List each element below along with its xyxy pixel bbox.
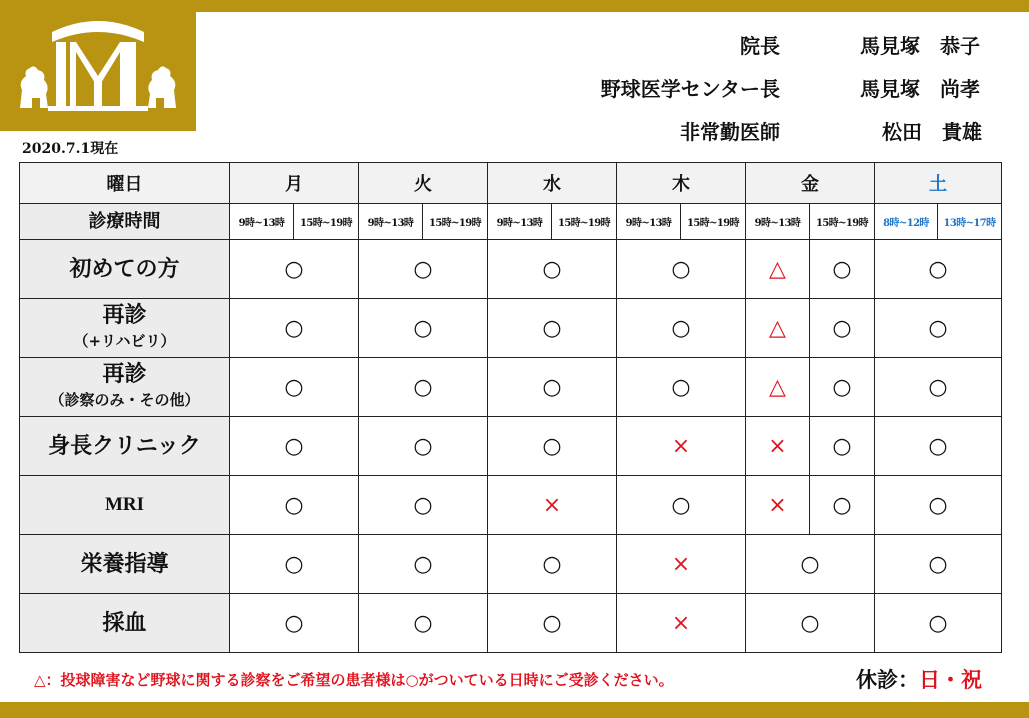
schedule-row bbox=[20, 358, 1002, 417]
availability-cell bbox=[488, 358, 617, 417]
staff-name: 馬見塚 尚孝 bbox=[860, 77, 980, 101]
row-label bbox=[20, 417, 230, 476]
header-time-row bbox=[20, 204, 1002, 240]
day-thu: 木 bbox=[617, 163, 746, 204]
footnote bbox=[34, 669, 674, 690]
availability-mark: ○ bbox=[832, 492, 852, 518]
availability-cell bbox=[230, 535, 359, 594]
footnote-text: ：投球障害など野球に関する診察をご希望の患者様は○がついている日時にご受診ください。 bbox=[45, 671, 674, 689]
row-label bbox=[20, 358, 230, 417]
availability-cell bbox=[875, 240, 1002, 299]
availability-cell bbox=[488, 535, 617, 594]
availability-cell bbox=[810, 417, 875, 476]
availability-mark: ○ bbox=[928, 433, 948, 459]
schedule-row bbox=[20, 476, 1002, 535]
availability-cell bbox=[746, 417, 810, 476]
day-sat: 土 bbox=[875, 163, 1002, 204]
closed-days-value: 日・祝 bbox=[919, 667, 982, 692]
row-label bbox=[20, 535, 230, 594]
availability-cell bbox=[746, 594, 875, 653]
time-slot: 15時~19時 bbox=[423, 204, 488, 240]
availability-mark: × bbox=[768, 492, 787, 518]
staff-title: 院長 bbox=[740, 34, 780, 58]
availability-mark: ○ bbox=[542, 610, 562, 636]
availability-mark: ○ bbox=[928, 492, 948, 518]
staff-row-center-head bbox=[560, 76, 1000, 102]
as-of-date: 2020.7.1現在 bbox=[22, 141, 119, 157]
availability-cell bbox=[617, 476, 746, 535]
header-time-label: 診療時間 bbox=[20, 204, 230, 240]
availability-cell bbox=[810, 358, 875, 417]
availability-mark: ○ bbox=[832, 374, 852, 400]
availability-mark: ○ bbox=[671, 315, 691, 341]
availability-cell bbox=[359, 358, 488, 417]
availability-cell bbox=[230, 240, 359, 299]
availability-mark: ○ bbox=[832, 433, 852, 459]
availability-cell bbox=[875, 299, 1002, 358]
row-label-text: 再診 bbox=[102, 302, 147, 328]
availability-mark: × bbox=[671, 610, 691, 636]
availability-mark: ○ bbox=[413, 315, 433, 341]
time-slot: 9時~13時 bbox=[230, 204, 294, 240]
time-slot: 15時~19時 bbox=[810, 204, 875, 240]
availability-cell bbox=[488, 299, 617, 358]
availability-mark: ○ bbox=[284, 551, 304, 577]
availability-mark: ○ bbox=[542, 315, 562, 341]
availability-mark: ○ bbox=[832, 315, 852, 341]
availability-cell bbox=[875, 417, 1002, 476]
availability-cell bbox=[810, 476, 875, 535]
staff-row-parttime bbox=[560, 119, 1000, 145]
time-slot: 15時~19時 bbox=[552, 204, 617, 240]
availability-mark: ○ bbox=[542, 551, 562, 577]
availability-cell bbox=[488, 417, 617, 476]
availability-cell bbox=[875, 476, 1002, 535]
availability-mark: ○ bbox=[928, 315, 948, 341]
availability-cell bbox=[810, 240, 875, 299]
availability-mark: △ bbox=[769, 315, 786, 341]
row-label bbox=[20, 594, 230, 653]
availability-cell bbox=[617, 240, 746, 299]
availability-mark: ○ bbox=[542, 374, 562, 400]
availability-mark: ○ bbox=[928, 374, 948, 400]
availability-mark: ○ bbox=[284, 433, 304, 459]
staff-row-director bbox=[560, 33, 1000, 59]
clinic-monogram-logo-icon bbox=[0, 12, 196, 131]
availability-cell bbox=[746, 535, 875, 594]
time-slot-sat: 13時~17時 bbox=[938, 204, 1002, 240]
availability-cell bbox=[746, 240, 810, 299]
schedule-row bbox=[20, 594, 1002, 653]
time-slot: 9時~13時 bbox=[488, 204, 552, 240]
availability-cell bbox=[230, 476, 359, 535]
availability-cell bbox=[875, 594, 1002, 653]
time-slot: 9時~13時 bbox=[746, 204, 810, 240]
row-label-text: 身長クリニック bbox=[48, 433, 201, 459]
availability-mark: ○ bbox=[284, 256, 304, 282]
time-slot-sat: 8時~12時 bbox=[875, 204, 938, 240]
availability-cell bbox=[617, 417, 746, 476]
closed-days bbox=[856, 664, 982, 694]
row-label bbox=[20, 240, 230, 299]
availability-cell bbox=[746, 476, 810, 535]
time-slot: 15時~19時 bbox=[681, 204, 746, 240]
row-label bbox=[20, 299, 230, 358]
availability-cell bbox=[230, 594, 359, 653]
time-slot: 9時~13時 bbox=[617, 204, 681, 240]
row-label-text: 採血 bbox=[102, 610, 147, 636]
availability-cell bbox=[810, 299, 875, 358]
availability-mark: ○ bbox=[928, 256, 948, 282]
availability-mark: ○ bbox=[413, 433, 433, 459]
availability-cell bbox=[746, 299, 810, 358]
availability-mark: ○ bbox=[671, 256, 691, 282]
time-slot: 9時~13時 bbox=[359, 204, 423, 240]
availability-mark: × bbox=[542, 492, 562, 518]
day-tue: 火 bbox=[359, 163, 488, 204]
availability-mark: ○ bbox=[413, 492, 433, 518]
availability-cell bbox=[746, 358, 810, 417]
availability-mark: ○ bbox=[413, 610, 433, 636]
availability-mark: ○ bbox=[800, 610, 820, 636]
availability-mark: ○ bbox=[413, 374, 433, 400]
availability-cell bbox=[488, 476, 617, 535]
availability-cell bbox=[617, 358, 746, 417]
availability-cell bbox=[230, 358, 359, 417]
availability-cell bbox=[359, 476, 488, 535]
day-mon: 月 bbox=[230, 163, 359, 204]
availability-mark: △ bbox=[769, 256, 786, 282]
availability-mark: × bbox=[671, 551, 691, 577]
staff-title: 非常勤医師 bbox=[680, 120, 780, 144]
row-label-text: 栄養指導 bbox=[80, 551, 169, 577]
closed-label: 休診： bbox=[856, 667, 919, 692]
availability-mark: ○ bbox=[413, 551, 433, 577]
row-label-text: MRI bbox=[104, 494, 145, 515]
staff-name: 馬見塚 恭子 bbox=[860, 34, 980, 58]
schedule-row bbox=[20, 240, 1002, 299]
availability-cell bbox=[617, 299, 746, 358]
row-label-text: 初めての方 bbox=[69, 256, 180, 282]
row-label-text: 再診 bbox=[102, 361, 147, 387]
availability-cell bbox=[488, 240, 617, 299]
staff-title: 野球医学センター長 bbox=[600, 77, 780, 101]
bottom-gold-bar bbox=[0, 702, 1029, 718]
schedule-row bbox=[20, 299, 1002, 358]
availability-mark: ○ bbox=[671, 374, 691, 400]
row-label-sub: （+リハビリ） bbox=[73, 332, 176, 350]
availability-mark: ○ bbox=[284, 315, 304, 341]
time-slot: 15時~19時 bbox=[294, 204, 359, 240]
availability-cell bbox=[875, 358, 1002, 417]
availability-cell bbox=[359, 299, 488, 358]
day-fri: 金 bbox=[746, 163, 875, 204]
availability-mark: ○ bbox=[800, 551, 820, 577]
header-day-label: 曜日 bbox=[20, 163, 230, 204]
schedule-row bbox=[20, 417, 1002, 476]
header-day-row bbox=[20, 163, 1002, 204]
availability-mark: ○ bbox=[284, 610, 304, 636]
availability-mark: ○ bbox=[284, 374, 304, 400]
availability-mark: ○ bbox=[542, 433, 562, 459]
availability-mark: ○ bbox=[542, 256, 562, 282]
day-wed: 水 bbox=[488, 163, 617, 204]
availability-mark: △ bbox=[769, 374, 786, 400]
availability-cell bbox=[617, 594, 746, 653]
availability-mark: × bbox=[671, 433, 691, 459]
availability-mark: × bbox=[768, 433, 787, 459]
row-label-sub: （診察のみ・その他） bbox=[49, 391, 200, 409]
row-label bbox=[20, 476, 230, 535]
availability-cell bbox=[359, 535, 488, 594]
availability-cell bbox=[359, 594, 488, 653]
availability-mark: ○ bbox=[928, 551, 948, 577]
availability-mark: ○ bbox=[671, 492, 691, 518]
availability-cell bbox=[488, 594, 617, 653]
availability-mark: ○ bbox=[832, 256, 852, 282]
availability-cell bbox=[230, 417, 359, 476]
schedule-table bbox=[19, 162, 1002, 653]
availability-mark: ○ bbox=[928, 610, 948, 636]
triangle-mark: △ bbox=[34, 671, 46, 689]
availability-cell bbox=[617, 535, 746, 594]
schedule-row bbox=[20, 535, 1002, 594]
availability-cell bbox=[230, 299, 359, 358]
availability-mark: ○ bbox=[284, 492, 304, 518]
availability-cell bbox=[875, 535, 1002, 594]
availability-mark: ○ bbox=[413, 256, 433, 282]
staff-name: 松田 貴雄 bbox=[882, 120, 982, 144]
availability-cell bbox=[359, 417, 488, 476]
clinic-logo bbox=[0, 12, 196, 131]
availability-cell bbox=[359, 240, 488, 299]
top-gold-bar bbox=[0, 0, 1029, 12]
